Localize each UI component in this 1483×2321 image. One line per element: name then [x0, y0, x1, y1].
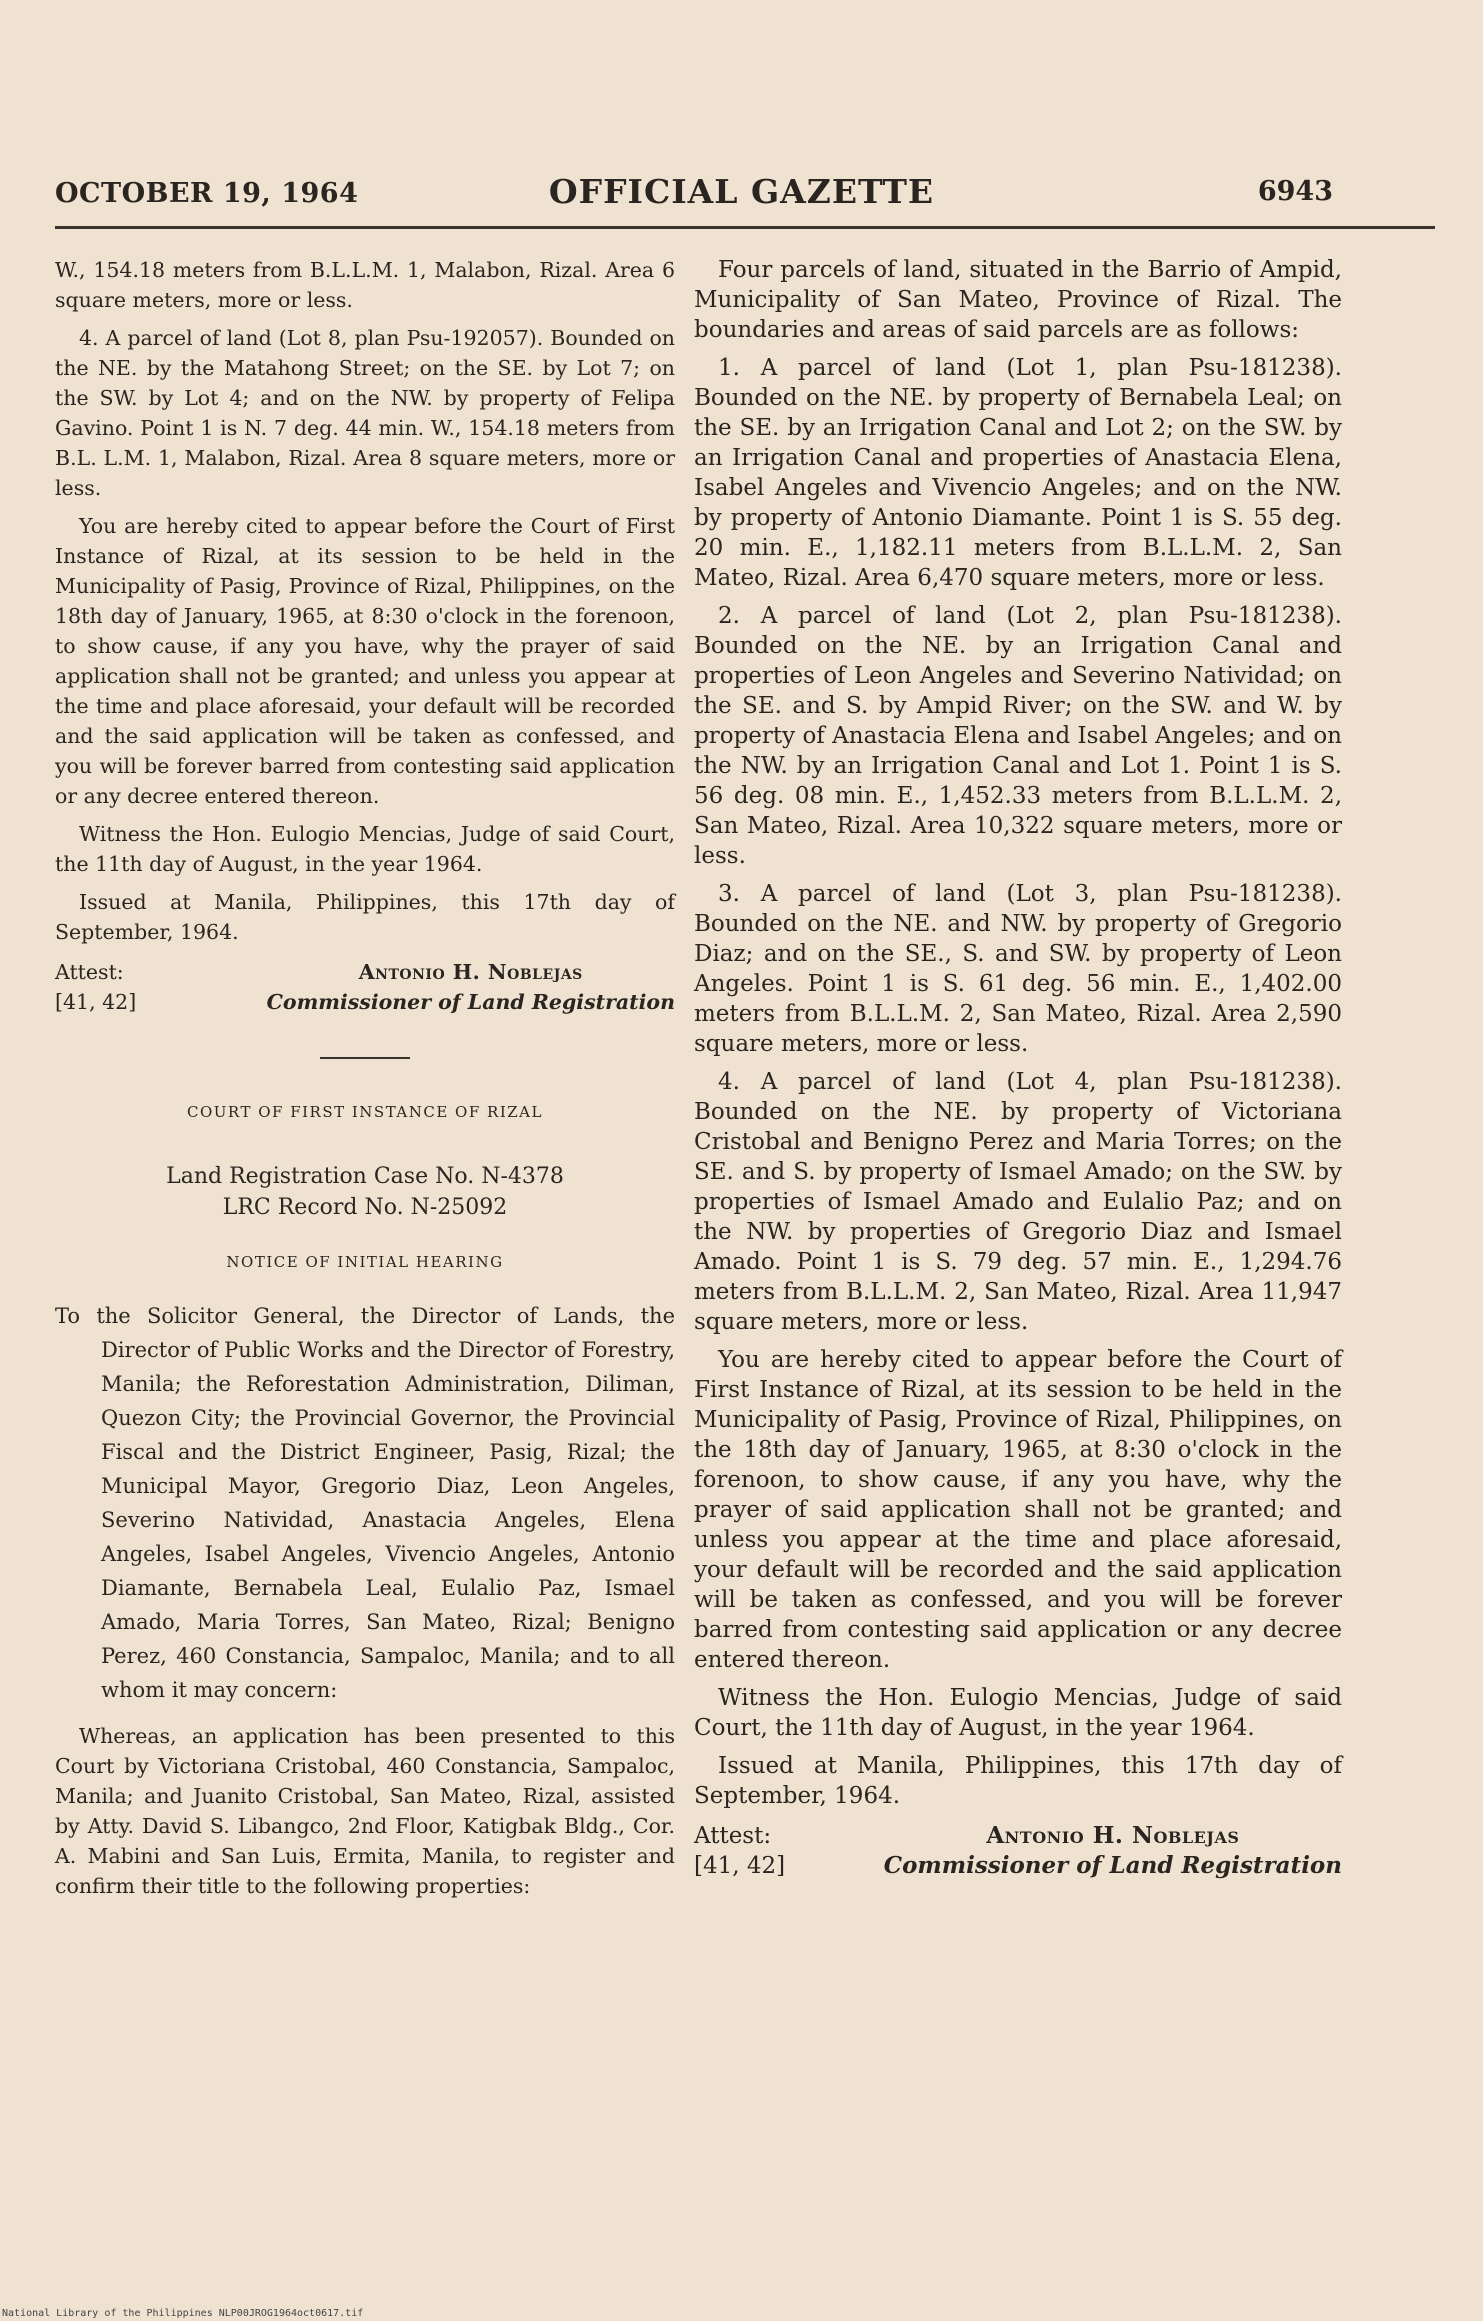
signatory-title: Commissioner of Land Registration: [266, 990, 675, 1014]
attest-left: [694, 1821, 785, 1881]
addressee-paragraph: To the Solicitor General, the Director of Lands, the Director of Public Works and the Director of Forestry, Manila; the Reforestation Administration, Diliman, Quezon City; the Provincial Governor, the Provincial Fiscal and the District Engineer, Pasig, Rizal; the Municipal Mayor, Gregorio Diaz, Leon Angeles, Severino Natividad, Anastacia Angeles, Elena Angeles, Isabel Angeles, Vivencio Angeles, Antonio Diamante, Bernabela Leal, Eulalio Paz, Ismael Amado, Maria Torres, San Mateo, Rizal; Benigno Perez, 460 Constancia, Sampaloc, Manila; and to all whom it may concern:: [55, 1304, 675, 1702]
paragraph: 1. A parcel of land (Lot 1, plan Psu-181238). Bounded on the NE. by property of Bernabela Leal; on the SE. by an Irrigation Canal and Lot 2; on the SW. by an Irrigation Canal and properties of Anastacia Elena, Isabel Angeles and Vivencio Angeles; and on the NW. by property of Antonio Diamante. Point 1 is S. 55 deg. 20 min. E., 1,182.11 meters from B.L.L.M. 2, San Mateo, Rizal. Area 6,470 square meters, more or less.: [694, 355, 1342, 591]
paragraph: You are hereby cited to appear before the Court of First Instance of Rizal, at its session to be held in the Municipality of Pasig, Province of Rizal, Philippines, on the 18th day of January, 1965, at 8:30 o'clock in the forenoon, to show cause, if any you have, why the prayer of said application shall not be granted; and unless you appear at the time and place aforesaid, your default will be recorded and the said application will be taken as confessed, and you will be forever barred from contesting said application or any decree entered thereon.: [694, 1347, 1342, 1673]
whereas-paragraph: Whereas, an application has been presented to this Court by Victoriana Cristobal, 460 Constancia, Sampaloc, Manila; and Juanito Cristobal, San Mateo, Rizal, assisted by Atty. David S. Libangco, 2nd Floor, Katigbak Bldg., Cor. A. Mabini and San Luis, Ermita, Manila, to register and confirm their title to the following properties:: [55, 1724, 675, 1898]
case-number: Land Registration Case No. N-4378: [166, 1164, 564, 1189]
left-column: [55, 255, 675, 1909]
notice-heading: NOTICE OF INITIAL HEARING: [226, 1253, 504, 1271]
paragraph: Four parcels of land, situated in the Barrio of Ampid, Municipality of San Mateo, Province of Rizal. The boundaries and areas of said parcels are as follows:: [694, 257, 1342, 343]
paragraph: 4. A parcel of land (Lot 4, plan Psu-181238). Bounded on the NE. by property of Victoriana Cristobal and Benigno Perez and Maria Torres; on the SE. and S. by property of Ismael Amado; on the SW. by properties of Ismael Amado and Eulalio Paz; and on the NW. by properties of Gregorio Diaz and Ismael Amado. Point 1 is S. 79 deg. 57 min. E., 1,294.76 meters from B.L.L.M. 2, San Mateo, Rizal. Area 11,947 square meters, more or less.: [694, 1069, 1342, 1335]
paragraph: 4. A parcel of land (Lot 8, plan Psu-192057). Bounded on the NE. by the Matahong Street; on the SE. by Lot 7; on the SW. by Lot 4; and on the NW. by property of Felipa Gavino. Point 1 is N. 7 deg. 44 min. W., 154.18 meters from B.L. L.M. 1, Malabon, Rizal. Area 8 square meters, more or less.: [55, 326, 675, 500]
paragraph: Issued at Manila, Philippines, this 17th day of September, 1964.: [55, 890, 675, 944]
attest-label: Attest:: [55, 960, 124, 984]
attest-right: [884, 1821, 1342, 1881]
court-heading: COURT OF FIRST INSTANCE OF RIZAL: [187, 1103, 543, 1121]
paragraph: 3. A parcel of land (Lot 3, plan Psu-181238). Bounded on the NE. and NW. by property of Gregorio Diaz; and on the SE., S. and SW. by property of Leon Angeles. Point 1 is S. 61 deg. 56 min. E., 1,402.00 meters from B.L.L.M. 2, San Mateo, Rizal. Area 2,590 square meters, more or less.: [694, 881, 1342, 1057]
signatory-name: Antonio H. Noblejas: [358, 960, 583, 984]
paragraph: 2. A parcel of land (Lot 2, plan Psu-181238). Bounded on the NE. by an Irrigation Canal and properties of Leon Angeles and Severino Natividad; on the SE. and S. by Ampid River; on the SW. and W. by property of Anastacia Elena and Isabel Angeles; and on the NW. by an Irrigation Canal and Lot 1. Point 1 is S. 56 deg. 08 min. E., 1,452.33 meters from B.L.L.M. 2, San Mateo, Rizal. Area 10,322 square meters, more or less.: [694, 603, 1342, 869]
attest-right: [267, 957, 675, 1017]
paragraph: You are hereby cited to appear before the Court of First Instance of Rizal, at its session to be held in the Municipality of Pasig, Province of Rizal, Philippines, on the 18th day of January, 1965, at 8:30 o'clock in the forenoon, to show cause, if any you have, why the prayer of said application shall not be granted; and unless you appear at the time and place aforesaid, your default will be recorded and the said application will be taken as confessed, and you will be forever barred from contesting said application or any decree entered thereon.: [55, 514, 675, 808]
header-rule: [55, 226, 1435, 229]
signatory-name: Antonio H. Noblejas: [986, 1822, 1240, 1849]
signatory-title: Commissioner of Land Registration: [883, 1852, 1342, 1879]
paragraph: Witness the Hon. Eulogio Mencias, Judge of said Court, the 11th day of August, in the year 1964.: [55, 822, 675, 876]
right-column: [694, 255, 1342, 1881]
publication-title: OFFICIAL GAZETTE: [548, 172, 935, 211]
paragraph: Issued at Manila, Philippines, this 17th day of September, 1964.: [694, 1753, 1342, 1809]
attest-label: Attest:: [694, 1823, 772, 1849]
page-number: 6943: [1257, 176, 1333, 207]
issue-reference: [41, 42]: [55, 990, 137, 1014]
section-divider: [320, 1057, 410, 1059]
signature-block: [694, 1821, 1342, 1881]
record-number: LRC Record No. N-25092: [222, 1195, 508, 1220]
issue-date: OCTOBER 19, 1964: [55, 178, 359, 209]
paragraph: W., 154.18 meters from B.L.L.M. 1, Malabon, Rizal. Area 6 square meters, more or less.: [55, 258, 675, 312]
scan-footer: National Library of the Philippines NLP00JROG1964oct0617.tif: [2, 2308, 364, 2319]
case-block: [55, 1161, 675, 1223]
paragraph: Witness the Hon. Eulogio Mencias, Judge of said Court, the 11th day of August, in the year 1964.: [694, 1685, 1342, 1741]
attest-left: [55, 957, 136, 1017]
issue-reference: [41, 42]: [694, 1853, 786, 1879]
signature-block: [55, 957, 675, 1017]
